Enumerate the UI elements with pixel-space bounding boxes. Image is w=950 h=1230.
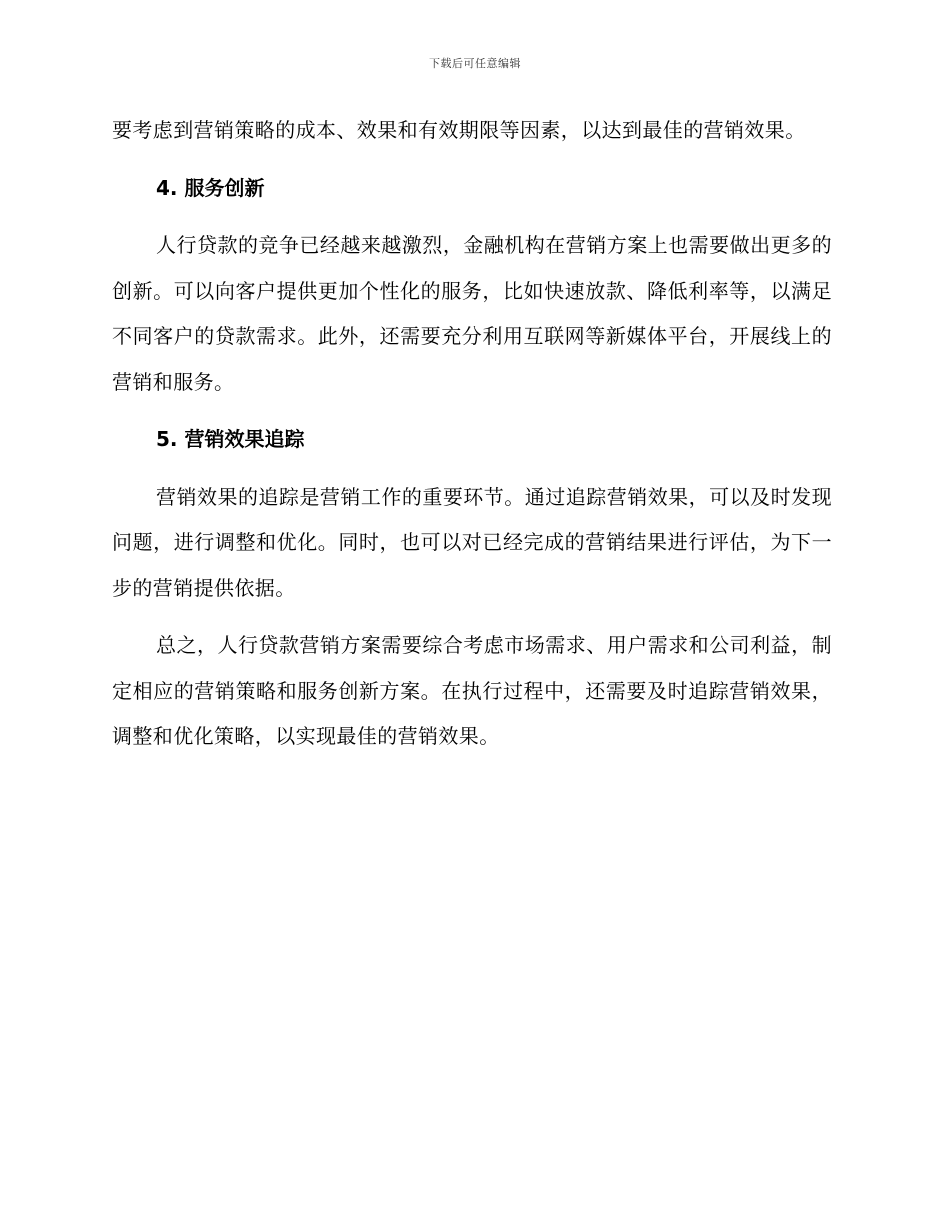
document-body <box>112 108 832 760</box>
paragraph-summary: 总之，人行贷款营销方案需要综合考虑市场需求、用户需求和公司利益，制定相应的营销策略和服务创新方案。在执行过程中，还需要及时追踪营销效果，调整和优化策略，以实现最佳的营销效果。 <box>112 633 832 748</box>
paragraph-cost-factors: 要考虑到营销策略的成本、效果和有效期限等因素，以达到最佳的营销效果。 <box>112 118 806 142</box>
heading-service-innovation: 4. 服务创新 <box>156 175 265 200</box>
page-header-note: 下载后可任意编辑 <box>429 57 521 70</box>
spacer <box>112 154 832 166</box>
spacer <box>112 211 832 223</box>
spacer <box>112 463 832 475</box>
paragraph-effect-tracking: 营销效果的追踪是营销工作的重要环节。通过追踪营销效果，可以及时发现问题，进行调整和优化。同时，也可以对已经完成的营销结果进行评估，为下一步的营销提供依据。 <box>112 484 832 600</box>
spacer <box>112 405 832 417</box>
heading-effect-tracking: 5. 营销效果追踪 <box>156 427 305 451</box>
paragraph-service-innovation: 人行贷款的竞争已经越来越激烈，金融机构在营销方案上也需要做出更多的创新。可以向客户提供更加个性化的服务，比如快速放款、降低利率等，以满足不同客户的贷款需求。此外，还需要充分利用互联网等新媒体平台，开展线上的营销和服务。 <box>112 233 832 394</box>
spacer <box>112 611 832 623</box>
